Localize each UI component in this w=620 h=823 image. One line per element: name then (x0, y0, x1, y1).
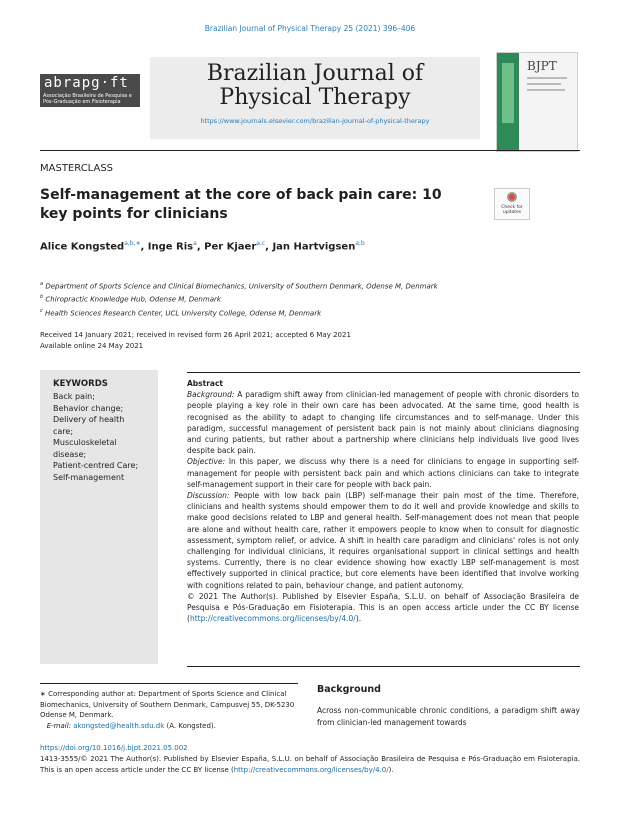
check-for-updates-button[interactable]: Check for updates (494, 188, 530, 220)
author-affiliation-link[interactable]: a,b (355, 240, 365, 247)
author-email-link[interactable]: akongsted@health.sdu.dk (73, 721, 165, 730)
abstract-bottom-rule (187, 666, 580, 667)
author-affiliation-link[interactable]: a (193, 240, 197, 247)
keyword: care; (53, 426, 74, 436)
doi-link[interactable]: https://doi.org/10.1016/j.bjpt.2021.05.002 (40, 744, 188, 752)
author: Per Kjaer (204, 241, 257, 253)
journal-masthead (150, 57, 480, 139)
affiliation: $^b$ Chiropractic Knowledge Hub, Odense M, Denmark (40, 294, 221, 304)
author: Inge Ris (147, 241, 194, 253)
keyword: Musculoskeletal (53, 438, 117, 447)
article-section: MASTERCLASS (40, 163, 114, 174)
society-logo-subtitle: Associação Brasileira de Pesquisa e Pós-Graduação em Fisioterapia (40, 92, 140, 107)
keyword: Back pain; (53, 392, 95, 401)
journal-cover-image (496, 52, 578, 152)
abstract-objective: Objective: In this paper, we discuss why there is a need for clinicians to engage in supporting self-management for people with persistent back pain and which actions clinicians can take to integrate self-management support in their care for people with back pain. (187, 457, 579, 489)
article-history (40, 330, 351, 351)
society-logo-brand: abrapg·ft (40, 74, 140, 92)
copyright-line: 1413-3555/© 2021 The Author(s). Published by Elsevier España, S.L.U. on behalf of Associação Brasileira de Pesquisa e Pós-Graduação em Fisioterapia. This is an open access article under the CC BY license (http://creativecommons.org/licenses/by/4.0/). (40, 755, 580, 774)
license-link[interactable]: http://creativecommons.org/licenses/by/4.0/ (189, 614, 356, 624)
footnote-rule (40, 683, 298, 684)
society-logo (40, 74, 140, 107)
affiliations (40, 279, 438, 319)
abstract-top-rule (187, 372, 580, 373)
cover-title: BJPT (527, 59, 557, 73)
author: Alice Kongsted (40, 241, 125, 253)
keyword: Delivery of health (53, 415, 125, 424)
keyword: Behavior change; (53, 403, 124, 413)
journal-url-link[interactable]: https://www.journals.elsevier.com/brazilian-journal-of-physical-therapy (200, 117, 430, 125)
keywords-heading: KEYWORDS (53, 379, 108, 389)
available-online: Available online 24 May 2021 (40, 341, 144, 350)
header-rule (40, 150, 580, 151)
keyword: disease; (53, 449, 87, 459)
author-list: Alice Kongsted$^{a,b,∗}$, Inge Ris$^a$, Per Kjaer$^{a,c}$, Jan Hartvigsen$^{a,b}$ (40, 240, 365, 253)
author: Jan Hartvigsen (272, 241, 356, 253)
background-text: Across non-communicable chronic conditions, a paradigm shift away from clinician-led management towards (317, 706, 580, 727)
corresponding-author-footnote: ∗ Corresponding author at: Department of Sports Science and Clinical Biomechanics, University of Southern Denmark, Campusvej 55, DK-5230 Odense M, Denmark. E-mail: akongsted@health.sdu.dk (A. Kongsted). (40, 690, 295, 730)
crossmark-icon (507, 192, 517, 202)
abstract-heading: Abstract (187, 379, 224, 388)
keyword: Patient-centred Care; (53, 461, 139, 470)
affiliation: $^c$ Health Sciences Research Center, UCL University College, Odense M, Denmark (40, 307, 322, 317)
abstract-background: Background: A paradigm shift away from clinician-led management of people with chronic disorders to people playing a key role in their own care has been advocated. At the same time, good health is recognised as the ability to adapt to changing life circumstances and to self-manage. Under this paradigm, successful management of persistent back pain is not mainly about clinicians diagnosing and curing patients, but rather about a partnership where clinicians help individuals live good lives despite back pain. (187, 390, 579, 456)
abstract-discussion: Discussion: People with low back pain (LBP) self-manage their pain most of the time. Therefore, clinicians and health systems should empower them to do it well and provide knowledge and skills to make good decisions related to LBP and general health. Self-management does not mean that people are alone and without health care, rather it empowers people to know when to consult for diagnostic assessment, symptom relief, or advice. A shift in health care paradigm and clinicians' roles is not only challenging for individual clinicians, it requires organisational support in clinical settings and health systems. Currently, there is no clear evidence showing how exactly LBP self-management is most effectively supported in clinical practice, but core elements have been identified that involve working with cognitions related to pain, behaviour change, and patient autonomy. (187, 491, 579, 590)
abstract-copyright: © 2021 The Author(s). Published by Elsevier España, S.L.U. on behalf of Associação Brasileira de Pesquisa e Pós-Graduação em Fisioterapia. This is an open access article under the CC BY license (http://creativecommons.org/licenses/by/4.0/). (187, 591, 579, 624)
abstract (187, 378, 579, 624)
journal-title: Brazilian Journal of Physical Therapy (206, 61, 424, 110)
running-head: Brazilian Journal of Physical Therapy 25 (2021) 396–406 (204, 24, 416, 33)
license-link[interactable]: http://creativecommons.org/licenses/by/4.0/ (233, 765, 389, 774)
article-title: Self-management at the core of back pain care: 10 key points for clinicians (40, 187, 442, 222)
author-affiliation-link[interactable]: a,c (256, 240, 266, 247)
keyword: Self-management (53, 472, 125, 482)
received-dates: Received 14 January 2021; received in revised form 26 April 2021; accepted 6 May 2021 (40, 331, 351, 339)
background-heading: Background (317, 684, 381, 695)
affiliation: $^a$ Department of Sports Science and Clinical Biomechanics, University of Southern Denmark, Odense M, Denmark (40, 281, 438, 291)
author-affiliation-link[interactable]: a,b,∗ (124, 240, 141, 247)
keywords-box (40, 370, 158, 664)
